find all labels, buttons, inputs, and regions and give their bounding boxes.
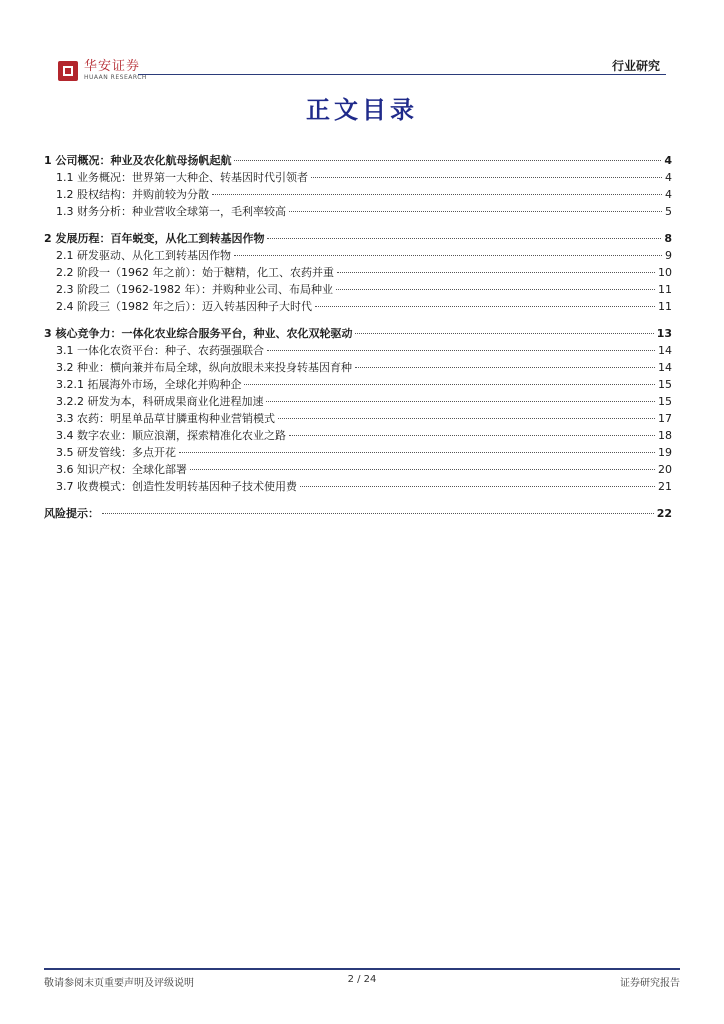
toc-entry[interactable] xyxy=(44,376,672,393)
toc-entry-page: 13 xyxy=(656,327,672,340)
toc-entry[interactable] xyxy=(44,342,672,359)
report-category: 行业研究 xyxy=(611,59,660,73)
company-logo xyxy=(58,60,147,82)
toc-dot-leader xyxy=(244,384,655,385)
toc-entry-title: 1.2 股权结构：并购前较为分散 xyxy=(56,188,209,201)
toc-entry-title: 风险提示： xyxy=(44,507,99,520)
report-type: 证券研究报告 xyxy=(620,978,680,989)
toc-entry[interactable] xyxy=(44,461,672,478)
toc-entry[interactable] xyxy=(44,203,672,220)
toc-entry[interactable] xyxy=(44,393,672,410)
toc-entry-title: 1.3 财务分析：种业营收全球第一，毛利率较高 xyxy=(56,205,286,218)
toc-entry-page: 22 xyxy=(656,507,672,520)
toc-entry-page: 17 xyxy=(658,412,672,425)
toc-entry[interactable] xyxy=(44,478,672,495)
toc-dot-leader xyxy=(190,469,655,470)
toc-entry[interactable] xyxy=(44,444,672,461)
toc-entry[interactable] xyxy=(44,264,672,281)
toc-entry-page: 4 xyxy=(664,154,672,167)
toc-dot-leader xyxy=(337,272,655,273)
toc-entry[interactable] xyxy=(44,325,672,342)
toc-dot-leader xyxy=(289,435,655,436)
toc-entry[interactable] xyxy=(44,298,672,315)
toc-dot-leader xyxy=(355,333,653,334)
toc-entry-page: 9 xyxy=(665,249,672,262)
toc-entry[interactable] xyxy=(44,186,672,203)
toc-entry[interactable] xyxy=(44,169,672,186)
page-title: 正文目录 xyxy=(306,95,418,124)
toc-dot-leader xyxy=(179,452,655,453)
toc-entry[interactable] xyxy=(44,247,672,264)
toc-entry[interactable] xyxy=(44,410,672,427)
toc-entry-title: 2.1 研发驱动、从化工到转基因作物 xyxy=(56,249,231,262)
toc-entry-page: 11 xyxy=(658,283,672,296)
toc-dot-leader xyxy=(267,238,661,239)
toc-dot-leader xyxy=(336,289,655,290)
toc-entry[interactable] xyxy=(44,152,672,169)
toc-entry[interactable] xyxy=(44,505,672,522)
page-header xyxy=(0,0,724,90)
toc-entry-title: 2.4 阶段三（1982 年之后）：迈入转基因种子大时代 xyxy=(56,300,312,313)
toc-dot-leader xyxy=(315,306,655,307)
toc-dot-leader xyxy=(234,255,662,256)
toc-entry-title: 1 公司概况：种业及农化航母扬帆起航 xyxy=(44,154,232,167)
toc-entry-title: 3.2 种业：横向兼并布局全球，纵向放眼未来投身转基因育种 xyxy=(56,361,352,374)
page-number: 2 / 24 xyxy=(347,974,377,985)
toc-entry-title: 3.5 研发管线：多点开花 xyxy=(56,446,176,459)
logo-name: 华安证券 xyxy=(84,59,141,74)
logo-icon xyxy=(58,61,78,81)
toc-entry-page: 10 xyxy=(658,266,672,279)
toc-dot-leader xyxy=(212,194,662,195)
toc-entry[interactable] xyxy=(44,427,672,444)
toc-dot-leader xyxy=(278,418,655,419)
toc-entry-page: 15 xyxy=(658,395,672,408)
toc-entry-page: 14 xyxy=(658,344,672,357)
header-divider xyxy=(138,74,666,75)
toc-entry-title: 3.1 一体化农资平台：种子、农药强强联合 xyxy=(56,344,264,357)
footer-divider xyxy=(44,968,680,970)
toc-entry[interactable] xyxy=(44,230,672,247)
toc-entry-page: 19 xyxy=(658,446,672,459)
toc-entry-page: 15 xyxy=(658,378,672,391)
toc-dot-leader xyxy=(355,367,655,368)
toc-entry-page: 14 xyxy=(658,361,672,374)
toc-entry-title: 3.4 数字农业：顺应浪潮，探索精准化农业之路 xyxy=(56,429,286,442)
toc-entry-page: 4 xyxy=(665,171,672,184)
toc-dot-leader xyxy=(234,160,661,161)
disclaimer-note: 敬请参阅末页重要声明及评级说明 xyxy=(44,978,194,989)
toc-entry-title: 3.2.1 拓展海外市场，全球化并购种企 xyxy=(56,378,242,391)
toc-entry-title: 3.2.2 研发为本，科研成果商业化进程加速 xyxy=(56,395,264,408)
toc-entry-page: 8 xyxy=(664,232,672,245)
toc-entry-title: 2.2 阶段一（1962 年之前）：始于糖精，化工、农药并重 xyxy=(56,266,334,279)
toc-entry[interactable] xyxy=(44,281,672,298)
toc-entry-page: 11 xyxy=(658,300,672,313)
toc-dot-leader xyxy=(266,401,655,402)
toc-dot-leader xyxy=(311,177,662,178)
toc-entry-page: 20 xyxy=(658,463,672,476)
toc-entry-title: 3.6 知识产权：全球化部署 xyxy=(56,463,187,476)
toc-entry-title: 1.1 业务概况：世界第一大种企、转基因时代引领者 xyxy=(56,171,308,184)
toc-entry[interactable] xyxy=(44,359,672,376)
toc-entry-page: 21 xyxy=(658,480,672,493)
toc-entry-page: 4 xyxy=(665,188,672,201)
toc-entry-title: 2.3 阶段二（1962-1982 年）：并购种业公司、布局种业 xyxy=(56,283,333,296)
table-of-contents xyxy=(44,152,672,522)
toc-entry-title: 3.7 收费模式：创造性发明转基因种子技术使用费 xyxy=(56,480,297,493)
toc-entry-page: 5 xyxy=(665,205,672,218)
toc-entry-title: 3.3 农药：明星单品草甘膦重构种业营销模式 xyxy=(56,412,275,425)
toc-dot-leader xyxy=(289,211,662,212)
toc-entry-page: 18 xyxy=(658,429,672,442)
toc-dot-leader xyxy=(267,350,655,351)
toc-dot-leader xyxy=(300,486,655,487)
toc-dot-leader xyxy=(102,513,654,514)
toc-entry-title: 3 核心竞争力：一体化农业综合服务平台，种业、农化双轮驱动 xyxy=(44,327,353,340)
toc-entry-title: 2 发展历程：百年蜕变，从化工到转基因作物 xyxy=(44,232,265,245)
logo-subtitle: HUAAN RESEARCH xyxy=(84,74,147,81)
